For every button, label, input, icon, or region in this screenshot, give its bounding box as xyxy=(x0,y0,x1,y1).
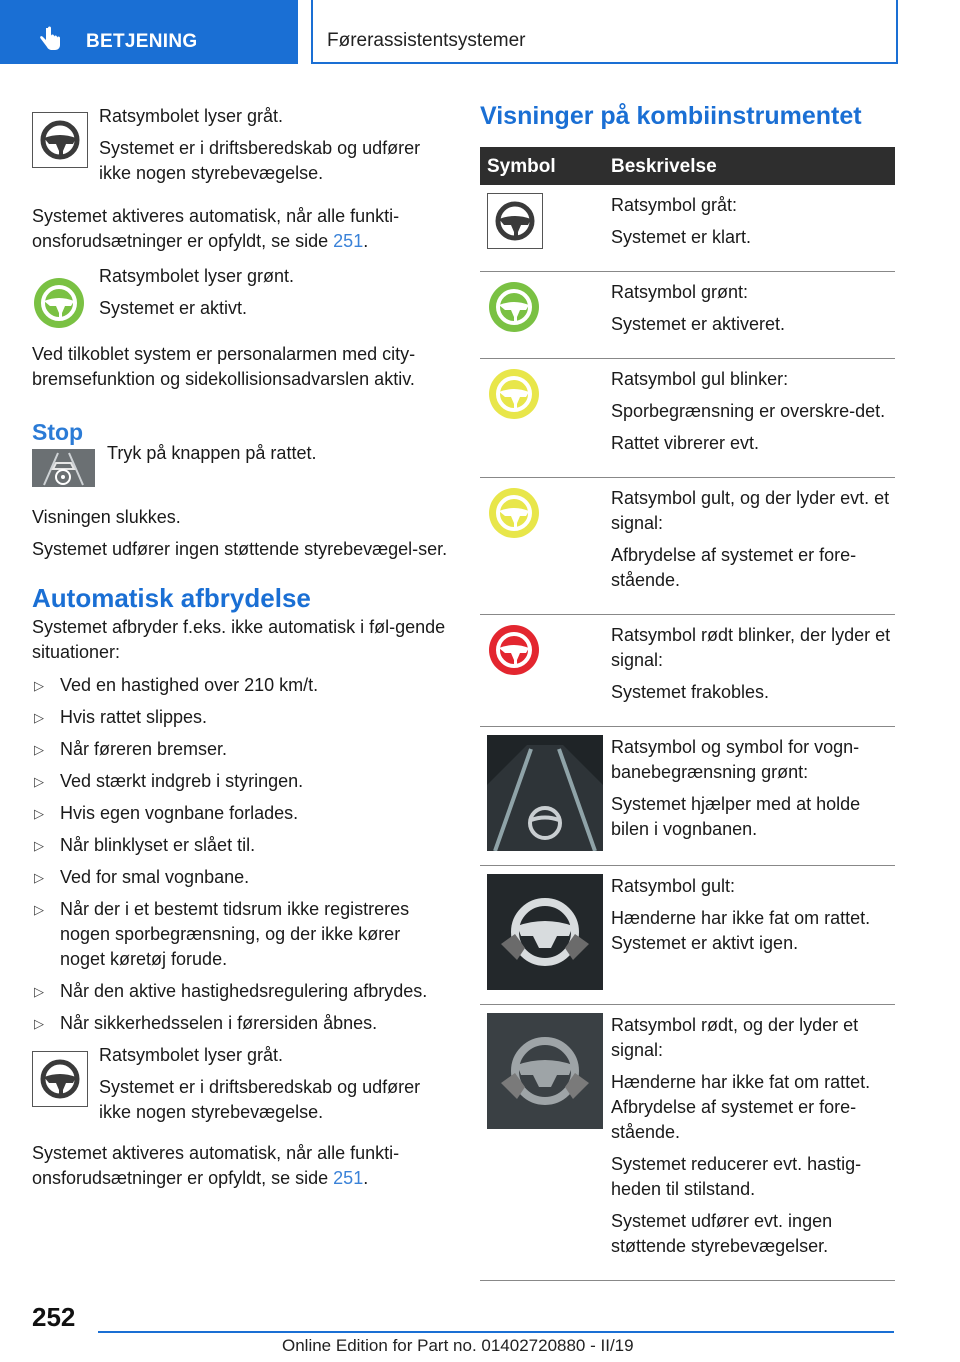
para-text-a: Systemet aktiveres automatisk, når alle funkti- xyxy=(32,1143,400,1163)
row-text: Afbrydelse af systemet er fore-stående. xyxy=(611,545,857,590)
row-text: Ratsymbol gul blinker: xyxy=(611,369,789,389)
hands-off-wheel-image xyxy=(487,874,603,990)
list-item-text: Når den aktive hastighedsregulering afbrydes. xyxy=(60,981,428,1001)
stop-instruction: Tryk på knappen på rattet. xyxy=(107,443,317,463)
list-item xyxy=(32,737,450,762)
display-heading: Visninger på kombiinstrumentet xyxy=(480,102,862,130)
steering-wheel-green-icon xyxy=(32,276,86,330)
page-link[interactable]: 251 xyxy=(333,231,364,251)
table-row xyxy=(480,359,895,478)
table-row xyxy=(480,1005,895,1281)
row-text: Hænderne har ikke fat om rattet. Systemet er aktivt igen. xyxy=(611,908,871,953)
list-item xyxy=(32,705,450,730)
row-text: Ratsymbol rødt blinker, der lyder et signal: xyxy=(611,625,891,670)
row-text: Systemet frakobles. xyxy=(611,682,770,702)
table-row xyxy=(480,272,895,359)
paragraph-personal-alarm: Ved tilkoblet system er personalarmen med city-bremsefunktion og sidekollisionsadvarslen aktiv. xyxy=(32,344,416,389)
table-header-row xyxy=(480,147,895,185)
auto-disconnect-heading: Automatisk afbrydelse xyxy=(32,583,311,613)
footer-divider xyxy=(98,1331,894,1333)
right-column xyxy=(480,104,895,1281)
triangle-bullet-icon: ▷ xyxy=(34,806,44,821)
chapter-title: Førerassistentsystemer xyxy=(327,30,526,51)
hands-off-wheel-red-image xyxy=(487,1013,603,1129)
paragraph-no-steering: Systemet udfører ingen støttende styrebevægel-ser. xyxy=(32,539,448,559)
list-item-text: Hvis egen vognbane forlades. xyxy=(60,803,299,823)
row-text: Ratsymbol gråt: xyxy=(611,195,738,215)
list-item-text: Når sikkerhedsselen i førersiden åbnes. xyxy=(60,1013,378,1033)
row-text: Ratsymbol og symbol for vogn-banebegrænsning grønt: xyxy=(611,737,860,782)
symbol-text-line2: Systemet er aktivt. xyxy=(99,298,248,318)
row-text: Systemet er klart. xyxy=(611,227,752,247)
list-item-text: Ved stærkt indgreb i styringen. xyxy=(60,771,304,791)
triangle-bullet-icon: ▷ xyxy=(34,838,44,853)
list-item-text: Ved en hastighed over 210 km/t. xyxy=(60,675,319,695)
auto-intro: Systemet afbryder f.eks. ikke automatisk i føl-gende situationer: xyxy=(32,617,446,662)
symbol-text-line2: Systemet er i driftsberedskab og udfører ikke nogen styrebevægelse. xyxy=(99,138,421,183)
row-text: Ratsymbol rødt, og der lyder et signal: xyxy=(611,1015,859,1060)
triangle-bullet-icon: ▷ xyxy=(34,902,44,917)
list-item xyxy=(32,769,450,794)
page-header xyxy=(0,0,960,66)
chapter-title-box xyxy=(311,0,898,64)
triangle-bullet-icon: ▷ xyxy=(34,870,44,885)
symbol-text-line1: Ratsymbolet lyser grønt. xyxy=(99,266,295,286)
triangle-bullet-icon: ▷ xyxy=(34,1016,44,1031)
row-text: Ratsymbol gult, og der lyder evt. et signal: xyxy=(611,488,890,533)
list-item xyxy=(32,673,450,698)
list-item xyxy=(32,979,450,1004)
left-column xyxy=(32,104,450,1191)
paragraph-activation: Systemet aktiveres automatisk, når alle funkti- onsforudsætninger er opfyldt, se side 251. xyxy=(32,206,400,251)
symbol-text-line2: Systemet er i driftsberedskab og udfører ikke nogen styrebevægelse. xyxy=(99,1077,421,1122)
row-text: Systemet er aktiveret. xyxy=(611,314,786,334)
list-item xyxy=(32,1011,450,1036)
symbol-text-line1: Ratsymbolet lyser gråt. xyxy=(99,106,284,126)
steering-wheel-yellow-icon xyxy=(487,486,541,540)
stop-heading: Stop xyxy=(32,419,84,445)
para-text-b: onsforudsætninger er opfyldt, se side xyxy=(32,231,334,251)
row-text: Ratsymbol grønt: xyxy=(611,282,749,302)
triangle-bullet-icon: ▷ xyxy=(34,774,44,789)
row-text: Ratsymbol gult: xyxy=(611,876,736,896)
para-text-a: Systemet aktiveres automatisk, når alle funkti- xyxy=(32,206,400,226)
table-row xyxy=(480,615,895,727)
steering-wheel-yellow-icon xyxy=(487,367,541,421)
list-item-text: Når føreren bremser. xyxy=(60,739,228,759)
steering-wheel-gray-icon xyxy=(32,1051,88,1107)
symbol-text-line1: Ratsymbolet lyser gråt. xyxy=(99,1045,284,1065)
list-item xyxy=(32,865,450,890)
row-text: Systemet reducerer evt. hastig-heden til stilstand. xyxy=(611,1154,862,1199)
steering-wheel-red-icon xyxy=(487,623,541,677)
list-item xyxy=(32,833,450,858)
triangle-bullet-icon: ▷ xyxy=(34,984,44,999)
symbol-block-gray-2 xyxy=(32,1043,450,1133)
paragraph-activation-2: Systemet aktiveres automatisk, når alle funkti- onsforudsætninger er opfyldt, se side 251. xyxy=(32,1143,400,1188)
row-text: Hænderne har ikke fat om rattet. Afbrydelse af systemet er fore-stående. xyxy=(611,1072,871,1142)
para-text-b: onsforudsætninger er opfyldt, se side xyxy=(32,1168,334,1188)
symbol-block-green xyxy=(32,268,450,338)
edition-text: Online Edition for Part no. 01402720880 - II/19 xyxy=(282,1336,634,1355)
list-item-text: Ved for smal vognbane. xyxy=(60,867,250,887)
triangle-bullet-icon: ▷ xyxy=(34,710,44,725)
list-item xyxy=(32,801,450,826)
table-row xyxy=(480,185,895,272)
col-symbol: Symbol xyxy=(480,147,611,185)
page-link[interactable]: 251 xyxy=(333,1168,364,1188)
lane-boundary-display-image xyxy=(487,735,603,851)
triangle-bullet-icon: ▷ xyxy=(34,742,44,757)
table-row xyxy=(480,478,895,615)
list-item xyxy=(32,897,450,972)
table-row xyxy=(480,866,895,1005)
stop-block xyxy=(32,443,450,497)
page-number: 252 xyxy=(32,1302,76,1332)
symbol-block-gray-1 xyxy=(32,104,450,194)
steering-wheel-green-icon xyxy=(487,280,541,334)
situation-list xyxy=(32,673,450,1036)
triangle-bullet-icon: ▷ xyxy=(34,678,44,693)
steering-wheel-gray-icon xyxy=(32,112,88,168)
row-text: Systemet udfører evt. ingen støttende styrebevægelser. xyxy=(611,1211,833,1256)
list-item-text: Når blinklyset er slået til. xyxy=(60,835,256,855)
steering-wheel-gray-icon xyxy=(487,193,543,249)
paragraph-display-off: Visningen slukkes. xyxy=(32,507,181,527)
section-label: BETJENING xyxy=(86,31,198,52)
symbol-table xyxy=(480,147,895,1281)
list-item-text: Hvis rattet slippes. xyxy=(60,707,208,727)
lane-assist-button-icon xyxy=(32,449,95,487)
row-text: Sporbegrænsning er overskre-det. xyxy=(611,401,886,421)
hand-pointer-icon xyxy=(38,26,62,54)
col-description: Beskrivelse xyxy=(611,147,895,185)
list-item-text: Når der i et bestemt tidsrum ikke registreres nogen sporbegrænsning, og der ikke kører noget køretøj forude. xyxy=(60,899,410,969)
section-tab[interactable] xyxy=(0,0,298,64)
table-row xyxy=(480,727,895,866)
row-text: Rattet vibrerer evt. xyxy=(611,433,760,453)
row-text: Systemet hjælper med at holde bilen i vognbanen. xyxy=(611,794,861,839)
